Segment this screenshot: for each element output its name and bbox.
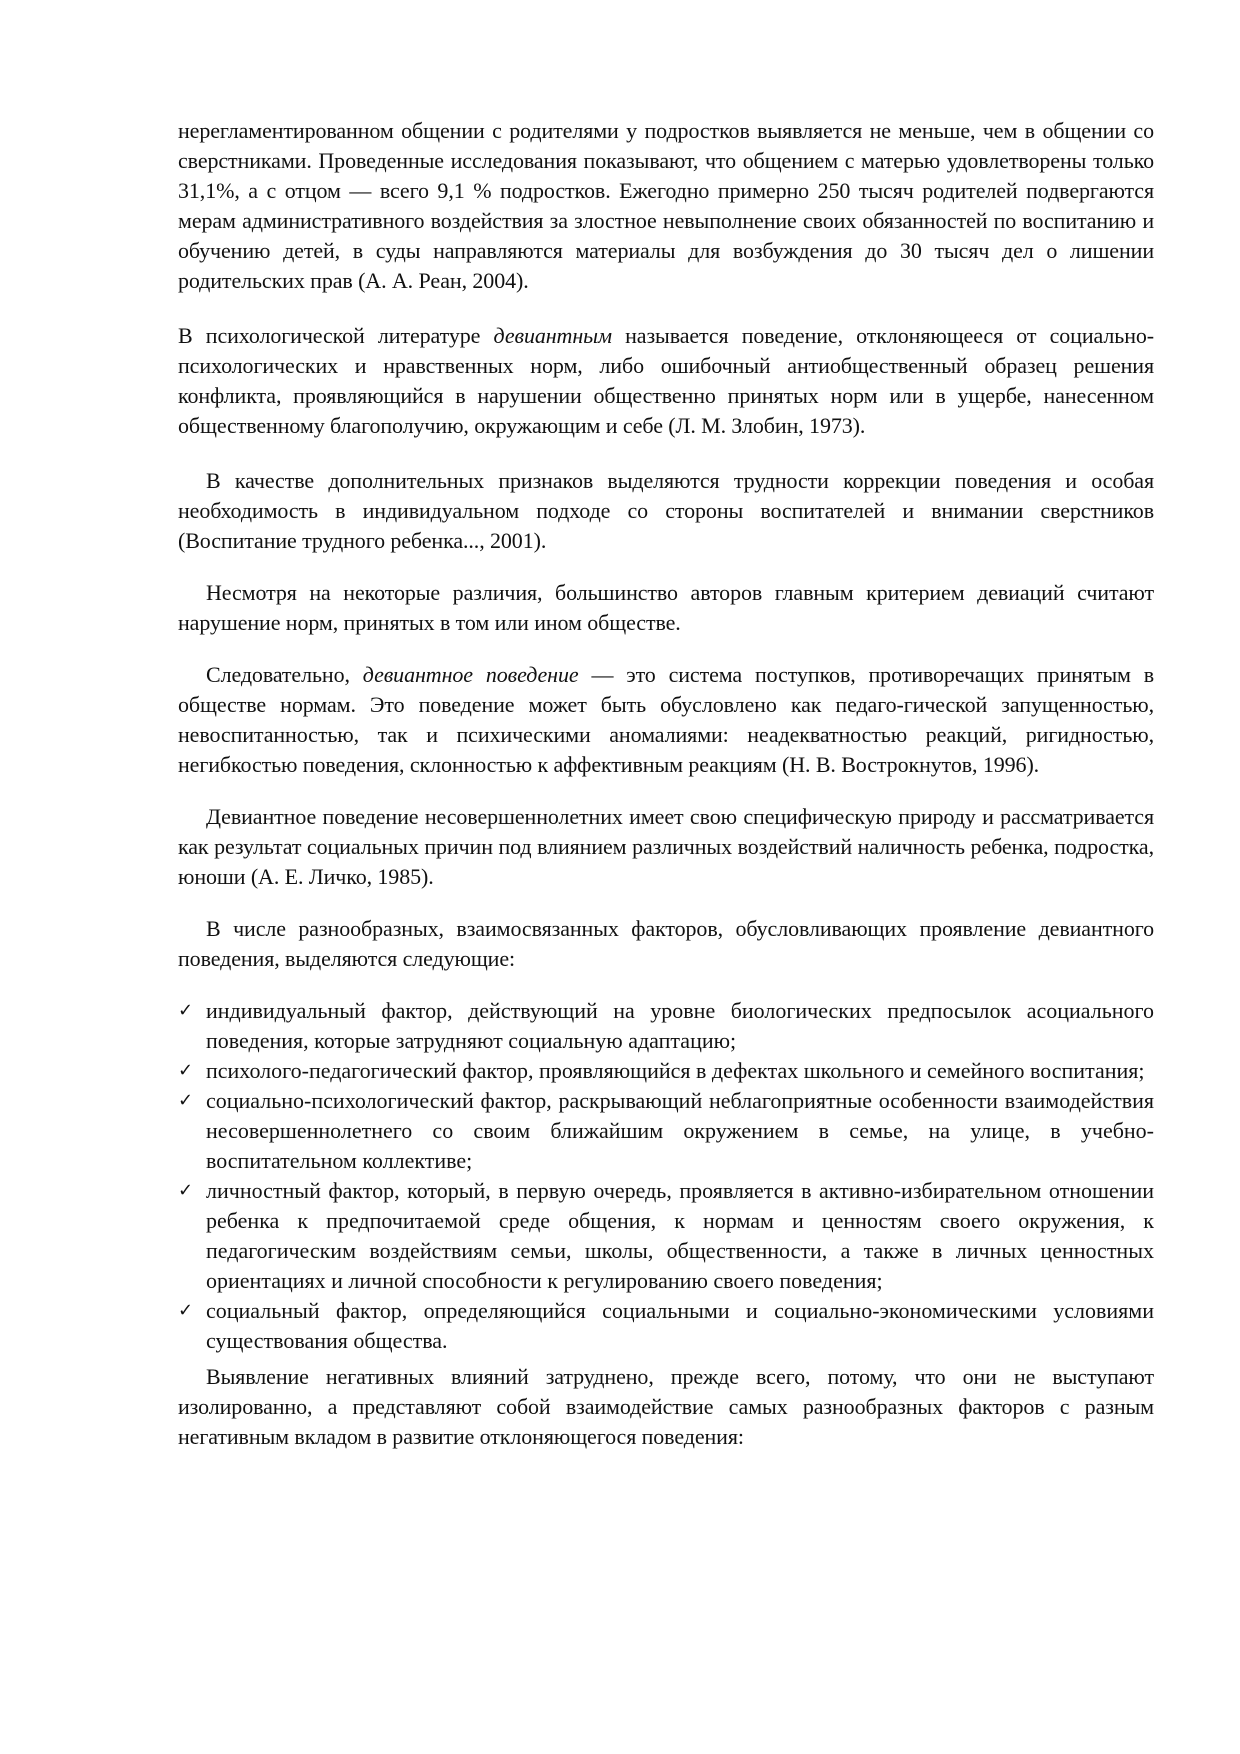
check-mark-icon: ✓: [178, 1060, 194, 1081]
check-mark-icon: ✓: [178, 1000, 194, 1021]
factors-list: [178, 996, 1154, 1356]
emphasis-term: девиантное поведение: [362, 662, 579, 687]
paragraph-deviant-definition: [178, 321, 1154, 441]
paragraph-text: — это система поступков, противоречащих принятым в обществе нормам. Это поведение может быть обусловлено как педаго-гической запущенностью, невоспитанностью, так и психическими аномалиями: неадекватностью реакций, ригидностью, негибкостью поведения, склонностью к аффективным реакциям (Н. В. Вострокнутов, 1996).: [178, 662, 1154, 777]
paragraph-main-criterion: Несмотря на некоторые различия, большинство авторов главным критерием девиаций считают нарушение норм, принятых в том или ином обществе.: [178, 580, 1154, 635]
check-mark-icon: ✓: [178, 1180, 194, 1201]
list-item-text: индивидуальный фактор, действующий на уровне биологических предпосылок асоциального поведения, которые затрудняют социальную адаптацию;: [206, 998, 1154, 1053]
paragraph-parent-communication: нерегламентированном общении с родителями у подростков выявляется не меньше, чем в общении со сверстниками. Проведенные исследования показывают, что общением с матерью удовлетворены только 31,1%, а с отцом — всего 9,1 % подростков. Ежегодно примерно 250 тысяч родителей подвергаются мерам административного воздействия за злостное невыполнение своих обязанностей по воспитанию и обучению детей, в суды направляются материалы для возбуждения до 30 тысяч дел о лишении родительских прав (А. А. Реан, 2004).: [178, 118, 1154, 293]
paragraph-minors-nature: Девиантное поведение несовершеннолетних имеет свою специфическую природу и рассматривается как результат социальных причин под влиянием различных воздействий наличность ребенка, подростка, юноши (А. Е. Личко, 1985).: [178, 804, 1154, 889]
paragraph-factors-intro: В числе разнообразных, взаимосвязанных факторов, обусловливающих проявление девиантного поведения, выделяются следующие:: [178, 916, 1154, 971]
paragraph-additional-signs: В качестве дополнительных признаков выделяются трудности коррекции поведения и особая необходимость в индивидуальном подходе со стороны воспитателей и внимании сверстников (Воспитание трудного ребенка..., 2001).: [178, 468, 1154, 553]
document-page: [178, 116, 1154, 1452]
list-item-text: личностный фактор, который, в первую очередь, проявляется в активно-избирательном отношении ребенка к предпочитаемой среде общения, к нормам и ценностям своего окружения, к педагогическим воздействиям семьи, школы, общественности, а также в личных ценностных ориентациях и личной способности к регулированию своего поведения;: [206, 1178, 1154, 1293]
emphasis-term: девиантным: [493, 323, 612, 348]
list-item-text: социально-психологический фактор, раскрывающий неблагоприятные особенности взаимодействия несовершеннолетнего со своим ближайшим окружением в семье, на улице, в учебно-воспитательном коллективе;: [206, 1088, 1154, 1173]
paragraph-text: В психологической литературе: [178, 323, 494, 348]
list-item: [178, 996, 1154, 1056]
paragraph-negative-influences: Выявление негативных влияний затруднено, прежде всего, потому, что они не выступают изолированно, а представляют собой взаимодействие самых разнообразных факторов с разным негативным вкладом в развитие отклоняющегося поведения:: [178, 1364, 1154, 1449]
list-item-text: социальный фактор, определяющийся социальными и социально-экономическими условиями существования общества.: [206, 1298, 1154, 1353]
paragraph-deviant-behavior: [178, 660, 1154, 780]
check-mark-icon: ✓: [178, 1300, 194, 1321]
list-item: [178, 1086, 1154, 1176]
paragraph-text: называется поведение, отклоняющееся от социально-психологических и нравственных норм, либо ошибочный антиобщественный образец решения конфликта, проявляющийся в нарушении общественно принятых норм или в ущербе, нанесенном общественному благополучию, окружающим и себе (Л. М. Злобин, 1973).: [178, 323, 1154, 438]
check-mark-icon: ✓: [178, 1090, 194, 1111]
list-item: [178, 1056, 1154, 1086]
list-item-text: психолого-педагогический фактор, проявляющийся в дефектах школьного и семейного воспитания;: [206, 1058, 1145, 1083]
list-item: [178, 1296, 1154, 1356]
list-item: [178, 1176, 1154, 1296]
paragraph-text: Следовательно,: [206, 662, 363, 687]
